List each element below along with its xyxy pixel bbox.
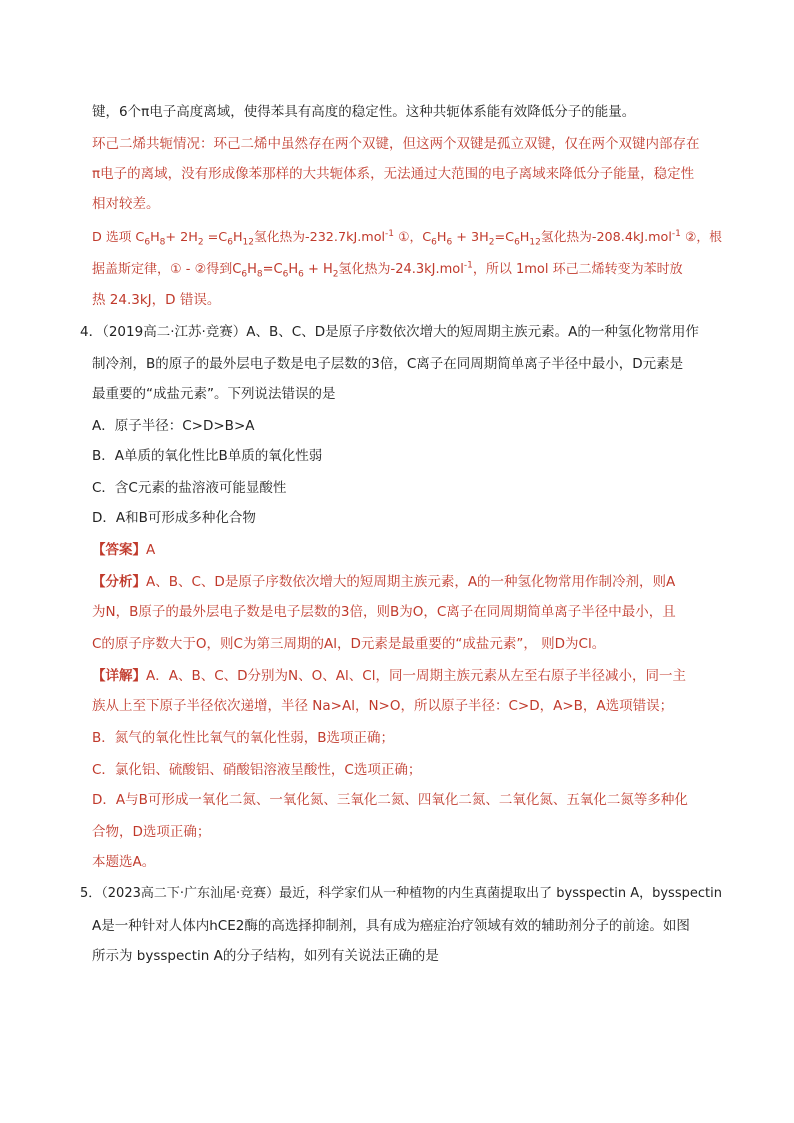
answer-line: 【答案】A [92, 542, 156, 558]
text-line: 环己二烯共轭情况：环己二烯中虽然存在两个双键，但这两个双键是孤立双键，仅在两个双键内部存在 [92, 136, 700, 152]
option-a: A．原子半径：C>D>B>A [92, 418, 255, 434]
detail-line: 合物，D选项正确； [92, 824, 211, 840]
text-line: π电子的离域，没有形成像苯那样的大共轭体系，无法通过大范围的电子离域来降低分子能量，稳定性 [92, 166, 695, 182]
text-line: 键，6个π电子高度离域，使得苯具有高度的稳定性。这种共轭体系能有效降低分子的能量。 [92, 104, 636, 120]
question-4-line: 制冷剂，B的原子的最外层电子数是电子层数的3倍，C离子在同周期简单离子半径中最小，D元素是 [92, 356, 684, 372]
question-5-line: A是一种针对人体内hCE2酶的高选择抑制剂，具有成为癌症治疗领域有效的辅助剂分子的前途。如图 [92, 918, 690, 934]
option-b: B．A单质的氧化性比B单质的氧化性弱 [92, 448, 323, 464]
equation-line: 据盖斯定律，① - ②得到$C_6H_8=C_6H_6 + H_2$氢化热为-24.3kJ.mol$^{-1}$，所以 1mol 环己二烯转变为苯时放 [92, 260, 683, 280]
option-c: C．含C元素的盐溶液可能显酸性 [92, 480, 287, 496]
detail-line: 族从上至下原子半径依次递增，半径 Na>Al，N>O，所以原子半径：C>D，A>B，A选项错误； [92, 698, 674, 714]
text-line: 热 24.3kJ，D 错误。 [92, 292, 221, 308]
analysis-line: 为N，B原子的最外层电子数是电子层数的3倍，则B为O，C离子在同周期简单离子半径中最小，且 [92, 604, 676, 620]
equation-line: D 选项 $C_6H_8+ 2H_2 =C_6H_{12}$氢化热为-232.7kJ.mol$^{-1}$ ①，$C_6H_6 + 3H_2=C_6H_{12}$氢化热为-208.4kJ.mol$^{-1}$ ②，根 [92, 228, 722, 248]
question-5-line: 所示为 bysspectin A的分子结构，如列有关说法正确的是 [92, 948, 439, 964]
detail-line: B．氮气的氧化性比氧气的氧化性弱，B选项正确； [92, 730, 395, 746]
detail-line: 本题选A。 [92, 854, 156, 870]
option-d: D．A和B可形成多种化合物 [92, 510, 256, 526]
text-line: 相对较差。 [92, 196, 160, 212]
question-5-line: 5．（2023高二下·广东汕尾·竞赛）最近，科学家们从一种植物的内生真菌提取出了 bysspectin A，bysspectin [80, 886, 722, 901]
analysis-line: C的原子序数大于O，则C为第三周期的Al，D元素是最重要的“成盐元素”， 则D为Cl。 [92, 636, 606, 652]
detail-line: C．氯化铝、硫酸铝、硝酸铝溶液呈酸性，C选项正确； [92, 762, 422, 778]
analysis-line: 【分析】A、B、C、D是原子序数依次增大的短周期主族元素，A的一种氢化物常用作制冷剂，则A [92, 574, 676, 590]
question-4-line: 最重要的“成盐元素”。下列说法错误的是 [92, 386, 336, 402]
detail-line: D．A与B可形成一氧化二氮、一氧化氮、三氧化二氮、四氧化二氮、二氧化氮、五氧化二氮等多种化 [92, 792, 688, 808]
question-4-line: 4．（2019高二·江苏·竞赛）A、B、C、D是原子序数依次增大的短周期主族元素。A的一种氢化物常用作 [80, 324, 699, 340]
detail-line: 【详解】A．A、B、C、D分别为N、O、Al、Cl，同一周期主族元素从左至右原子半径减小，同一主 [92, 668, 686, 684]
